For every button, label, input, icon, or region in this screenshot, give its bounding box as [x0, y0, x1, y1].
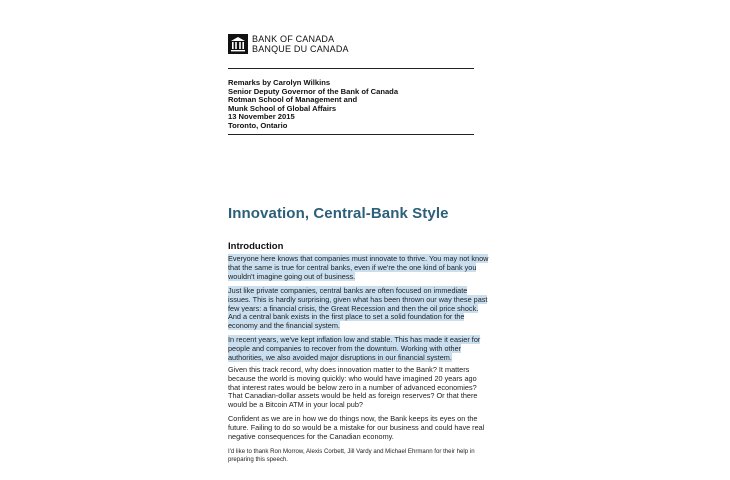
remarks-line: Rotman School of Management and	[228, 95, 358, 105]
section-heading: Introduction	[228, 241, 284, 252]
text-line: Everyone here knows that companies must innovate to thrive. You may not know	[228, 254, 489, 263]
remarks-line: 13 November 2015	[228, 112, 295, 122]
top-rule	[228, 68, 474, 69]
text-line: Given this track record, why does innovation matter to the Bank? It matters	[228, 365, 470, 374]
text-line: issues. This is hardly surprising, given what has been thrown our way these past	[228, 294, 488, 304]
text-line: negative consequences for the Canadian economy.	[228, 431, 394, 441]
text-line: Confident as we are in how we do things now, the Bank keeps its eyes on the	[228, 414, 478, 423]
paragraph	[228, 366, 490, 410]
text-line: because the world is moving quickly: who would have imagined 20 years ago	[228, 373, 477, 383]
text-line: wouldn't imagine going out of business.	[228, 271, 356, 281]
paragraph	[228, 287, 490, 331]
remarks-line: Remarks by Carolyn Wilkins	[228, 78, 331, 87]
text-line: economy and the financial system.	[228, 321, 340, 331]
text-line: few years: a financial crisis, the Great Recession and then the oil price shock.	[228, 303, 479, 313]
bank-building-icon	[228, 34, 248, 54]
text-line: And a central bank exists in the first place to set a solid foundation for the	[228, 312, 465, 322]
text-line: Just like private companies, central banks are often focused on immediate	[228, 286, 468, 295]
remarks-line: Toronto, Ontario	[228, 120, 288, 130]
paragraph	[228, 336, 490, 362]
text-line: future. Failing to do so would be a mistake for our business and could have real	[228, 422, 485, 432]
bottom-rule	[228, 134, 474, 135]
bank-logo	[228, 34, 349, 54]
paragraph	[228, 255, 490, 281]
text-line: That Canadian-dollar assets would be held as foreign reserves? Or that there	[228, 391, 478, 401]
org-name-fr: BANQUE DU CANADA	[252, 44, 349, 54]
remarks-block	[228, 79, 478, 131]
text-line: people and companies to recover from the downturn. Working with other	[228, 343, 462, 353]
text-line: that the same is true for central banks, even if we're the one kind of bank you	[228, 262, 477, 272]
remarks-line: Senior Deputy Governor of the Bank of Canada	[228, 86, 399, 96]
footnote-line: preparing this speech.	[228, 456, 288, 463]
text-line: authorities, we also avoided major disruptions in our financial system.	[228, 352, 452, 362]
paragraph	[228, 415, 490, 441]
text-line: would be a Bitcoin ATM in your local pub?	[228, 400, 363, 410]
text-line: In recent years, we've kept inflation low and stable. This has made it easier for	[228, 335, 481, 344]
org-name-en: BANK OF CANADA	[252, 34, 335, 44]
remarks-line: Munk School of Global Affairs	[228, 103, 337, 113]
text-line: that interest rates would be below zero in a number of advanced economies?	[228, 382, 477, 392]
logo-text	[252, 34, 349, 54]
footnote	[228, 448, 490, 464]
document-title: Innovation, Central-Bank Style	[228, 205, 449, 222]
footnote-line: I'd like to thank Ron Morrow, Alexis Corbett, Jill Vardy and Michael Ehrmann for their help in	[228, 448, 475, 455]
